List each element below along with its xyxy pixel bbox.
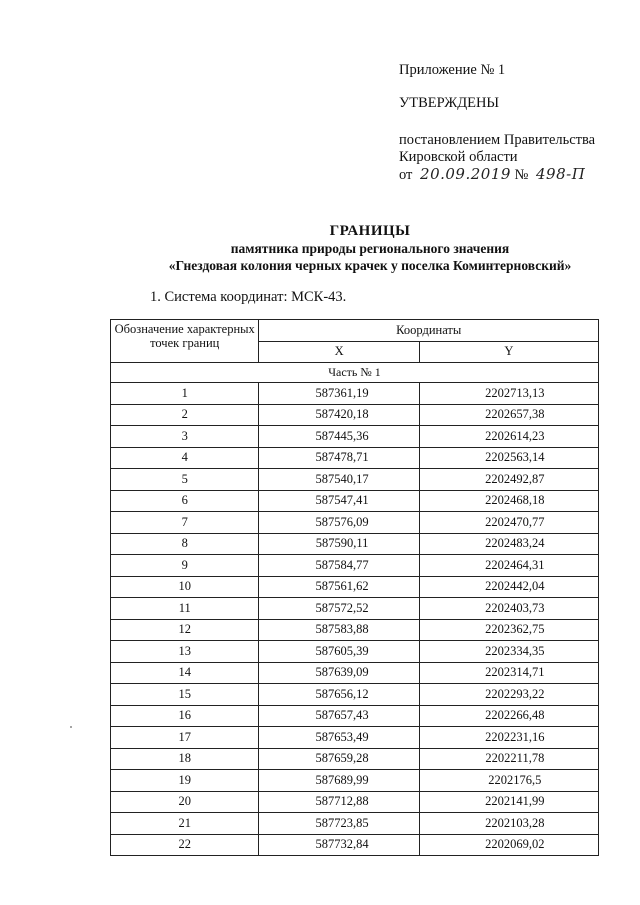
number-prefix: № <box>514 167 529 183</box>
part-row <box>111 363 599 383</box>
y-coordinate-cell: 2202176,5 <box>419 770 598 792</box>
header-point: Обозначение характерных точек границ <box>111 320 259 363</box>
table-row <box>111 383 599 405</box>
point-number-cell: 20 <box>111 791 259 813</box>
handwritten-number: 498-П <box>536 165 586 183</box>
title-subtitle-2: «Гнездовая колония черных крачек у поселка Коминтерновский» <box>168 258 572 273</box>
y-coordinate-cell: 2202464,31 <box>419 555 598 577</box>
decree-date-line <box>399 166 635 184</box>
table-row <box>111 727 599 749</box>
point-number-cell: 16 <box>111 705 259 727</box>
x-coordinate-cell: 587639,09 <box>259 662 419 684</box>
y-coordinate-cell: 2202231,16 <box>419 727 598 749</box>
table-row <box>111 684 599 706</box>
y-coordinate-cell: 2202483,24 <box>419 533 598 555</box>
x-coordinate-cell: 587445,36 <box>259 426 419 448</box>
y-coordinate-cell: 2202492,87 <box>419 469 598 491</box>
point-number-cell: 15 <box>111 684 259 706</box>
x-coordinate-cell: 587583,88 <box>259 619 419 641</box>
x-coordinate-cell: 587689,99 <box>259 770 419 792</box>
y-coordinate-cell: 2202657,38 <box>419 404 598 426</box>
point-number-cell: 4 <box>111 447 259 469</box>
point-number-cell: 14 <box>111 662 259 684</box>
y-coordinate-cell: 2202293,22 <box>419 684 598 706</box>
y-coordinate-cell: 2202403,73 <box>419 598 598 620</box>
table-row <box>111 469 599 491</box>
point-number-cell: 1 <box>111 383 259 405</box>
title-subtitle-1: памятника природы регионального значения <box>230 241 510 256</box>
point-number-cell: 7 <box>111 512 259 534</box>
coordinates-table <box>110 319 599 856</box>
point-number-cell: 21 <box>111 813 259 835</box>
x-coordinate-cell: 587361,19 <box>259 383 419 405</box>
title-main: ГРАНИЦЫ <box>329 223 411 239</box>
decree-line-1: постановлением Правительства <box>399 132 596 148</box>
appendix-label: Приложение № 1 <box>399 62 506 78</box>
table-row <box>111 770 599 792</box>
point-number-cell: 5 <box>111 469 259 491</box>
table-row <box>111 576 599 598</box>
y-coordinate-cell: 2202334,35 <box>419 641 598 663</box>
point-number-cell: 10 <box>111 576 259 598</box>
y-coordinate-cell: 2202362,75 <box>419 619 598 641</box>
table-row <box>111 447 599 469</box>
table-row <box>111 619 599 641</box>
x-coordinate-cell: 587712,88 <box>259 791 419 813</box>
x-coordinate-cell: 587561,62 <box>259 576 419 598</box>
y-coordinate-cell: 2202141,99 <box>419 791 598 813</box>
table-row <box>111 490 599 512</box>
y-coordinate-cell: 2202442,04 <box>419 576 598 598</box>
table-row <box>111 533 599 555</box>
x-coordinate-cell: 587657,43 <box>259 705 419 727</box>
x-coordinate-cell: 587540,17 <box>259 469 419 491</box>
date-prefix: от <box>399 167 413 183</box>
table-row <box>111 705 599 727</box>
x-coordinate-cell: 587605,39 <box>259 641 419 663</box>
x-coordinate-cell: 587590,11 <box>259 533 419 555</box>
table-row <box>111 598 599 620</box>
table-row <box>111 512 599 534</box>
table-row <box>111 791 599 813</box>
document-title <box>110 222 630 274</box>
y-coordinate-cell: 2202468,18 <box>419 490 598 512</box>
header-coordinates: Координаты <box>259 320 599 342</box>
approval-block <box>399 62 635 184</box>
x-coordinate-cell: 587576,09 <box>259 512 419 534</box>
y-coordinate-cell: 2202314,71 <box>419 662 598 684</box>
y-coordinate-cell: 2202713,13 <box>419 383 598 405</box>
x-coordinate-cell: 587723,85 <box>259 813 419 835</box>
point-number-cell: 17 <box>111 727 259 749</box>
point-number-cell: 13 <box>111 641 259 663</box>
point-number-cell: 19 <box>111 770 259 792</box>
x-coordinate-cell: 587659,28 <box>259 748 419 770</box>
x-coordinate-cell: 587478,71 <box>259 447 419 469</box>
y-coordinate-cell: 2202563,14 <box>419 447 598 469</box>
table-row <box>111 662 599 684</box>
point-number-cell: 6 <box>111 490 259 512</box>
y-coordinate-cell: 2202069,02 <box>419 834 598 856</box>
point-number-cell: 22 <box>111 834 259 856</box>
x-coordinate-cell: 587572,52 <box>259 598 419 620</box>
header-y: Y <box>419 341 598 363</box>
x-coordinate-cell: 587547,41 <box>259 490 419 512</box>
point-number-cell: 2 <box>111 404 259 426</box>
x-coordinate-cell: 587656,12 <box>259 684 419 706</box>
table-body <box>111 363 599 856</box>
point-number-cell: 9 <box>111 555 259 577</box>
point-number-cell: 3 <box>111 426 259 448</box>
y-coordinate-cell: 2202103,28 <box>419 813 598 835</box>
x-coordinate-cell: 587584,77 <box>259 555 419 577</box>
table-row <box>111 641 599 663</box>
point-number-cell: 12 <box>111 619 259 641</box>
decree-line-2: Кировской области <box>399 149 518 165</box>
table-row <box>111 555 599 577</box>
x-coordinate-cell: 587420,18 <box>259 404 419 426</box>
table-row <box>111 748 599 770</box>
table-row <box>111 404 599 426</box>
coordinate-system-line: 1. Система координат: МСК-43. <box>150 289 347 305</box>
scan-speck <box>70 726 72 728</box>
x-coordinate-cell: 587732,84 <box>259 834 419 856</box>
header-x: X <box>259 341 419 363</box>
point-number-cell: 18 <box>111 748 259 770</box>
point-number-cell: 11 <box>111 598 259 620</box>
table-row <box>111 834 599 856</box>
table-header-row <box>111 320 599 342</box>
table-row <box>111 426 599 448</box>
point-number-cell: 8 <box>111 533 259 555</box>
y-coordinate-cell: 2202266,48 <box>419 705 598 727</box>
table-row <box>111 813 599 835</box>
y-coordinate-cell: 2202614,23 <box>419 426 598 448</box>
handwritten-date: 20.09.2019 <box>420 165 511 183</box>
approved-label: УТВЕРЖДЕНЫ <box>399 95 500 111</box>
y-coordinate-cell: 2202470,77 <box>419 512 598 534</box>
x-coordinate-cell: 587653,49 <box>259 727 419 749</box>
part-label: Часть № 1 <box>111 363 599 383</box>
y-coordinate-cell: 2202211,78 <box>419 748 598 770</box>
